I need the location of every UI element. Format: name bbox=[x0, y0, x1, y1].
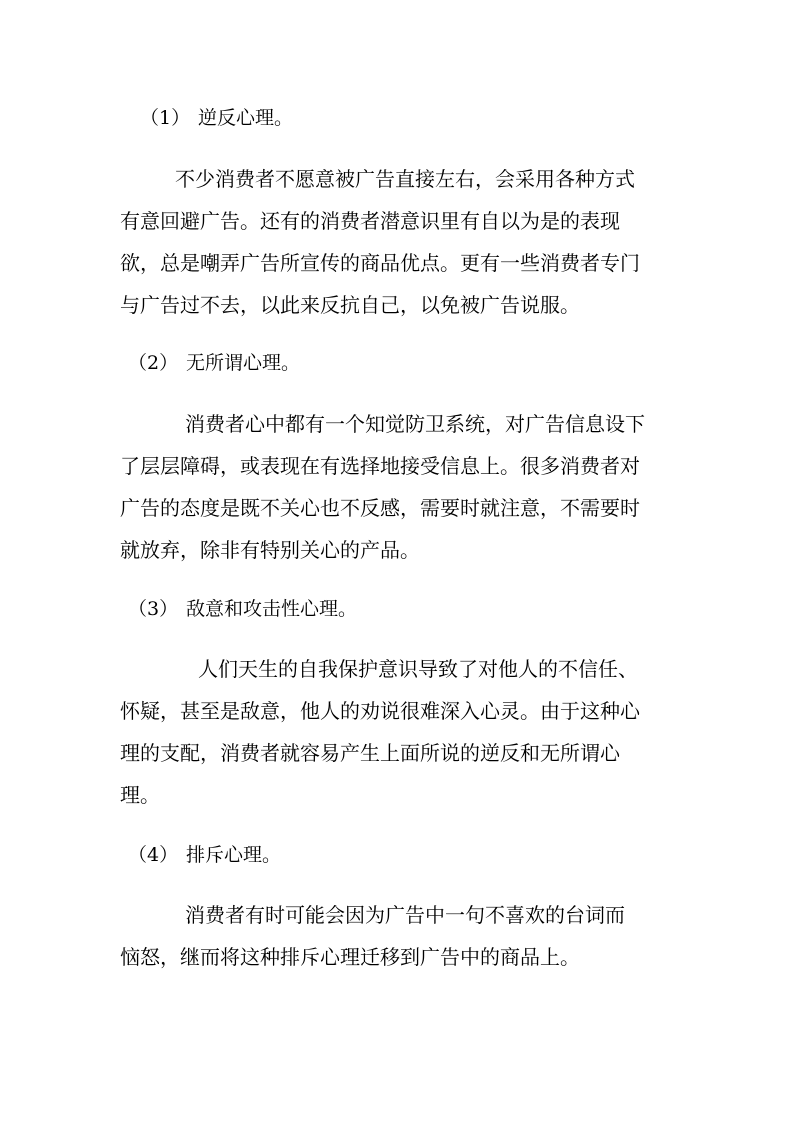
paragraph-line: 不少消费者不愿意被广告直接左右，会采用各种方式 bbox=[175, 167, 635, 191]
paragraph-line: 人们天生的自我保护意识导致了对他人的不信任、 bbox=[198, 657, 638, 681]
paragraph-line: 与广告过不去，以此来反抗自己，以免被广告说服。 bbox=[120, 293, 580, 317]
paragraph-line: 消费者心中都有一个知觉防卫系统，对广告信息设下 bbox=[185, 412, 645, 436]
section-number: （3） bbox=[128, 598, 179, 620]
paragraph-line: 怀疑，甚至是敌意，他人的劝说很难深入心灵。由于这种心 bbox=[120, 699, 640, 723]
section-paragraph-4 bbox=[120, 894, 675, 978]
section-paragraph-2 bbox=[120, 403, 675, 571]
paragraph-line: 恼怒，继而将这种排斥心理迁移到广告中的商品上。 bbox=[120, 945, 580, 969]
section-title: 排斥心理。 bbox=[186, 844, 282, 866]
section-heading-3 bbox=[128, 597, 357, 621]
section-number: （4） bbox=[128, 844, 179, 866]
section-number: （1） bbox=[140, 107, 191, 129]
paragraph-line: 就放弃，除非有特别关心的产品。 bbox=[120, 538, 420, 562]
paragraph-line: 了层层障碍，或表现在有选择地接受信息上。很多消费者对 bbox=[120, 454, 640, 478]
paragraph-line: 有意回避广告。还有的消费者潜意识里有自以为是的表现 bbox=[120, 209, 620, 233]
section-heading-4 bbox=[128, 843, 281, 867]
paragraph-line: 欲，总是嘲弄广告所宣传的商品优点。更有一些消费者专门 bbox=[120, 251, 640, 275]
section-heading-1 bbox=[140, 106, 293, 130]
paragraph-line: 理的支配，消费者就容易产生上面所说的逆反和无所谓心 bbox=[120, 741, 620, 765]
section-paragraph-3 bbox=[120, 648, 675, 816]
section-title: 无所谓心理。 bbox=[186, 352, 301, 374]
section-paragraph-1 bbox=[120, 158, 675, 326]
section-title: 敌意和攻击性心理。 bbox=[186, 598, 358, 620]
paragraph-line: 理。 bbox=[120, 783, 160, 807]
paragraph-line: 广告的态度是既不关心也不反感，需要时就注意，不需要时 bbox=[120, 496, 640, 520]
section-heading-2 bbox=[128, 351, 300, 375]
paragraph-line: 消费者有时可能会因为广告中一句不喜欢的台词而 bbox=[185, 903, 625, 927]
section-number: （2） bbox=[128, 352, 179, 374]
section-title: 逆反心理。 bbox=[198, 107, 294, 129]
